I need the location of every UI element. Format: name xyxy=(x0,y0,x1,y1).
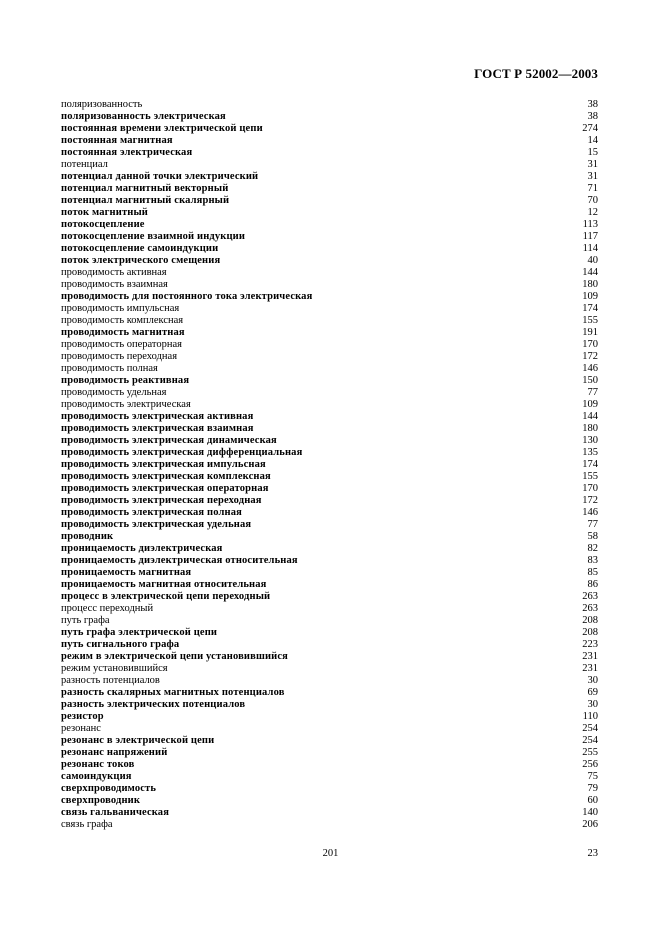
index-term: резонанс напряжений xyxy=(61,747,168,758)
index-entry xyxy=(61,567,598,579)
index-page-ref: 135 xyxy=(582,447,598,458)
index-page-ref: 144 xyxy=(582,411,598,422)
index-entry xyxy=(61,411,598,423)
index-entry xyxy=(61,615,598,627)
index-term: процесс переходный xyxy=(61,603,154,614)
index-term: проводимость электрическая переходная xyxy=(61,495,262,506)
index-term: связь гальваническая xyxy=(61,807,170,818)
index-entry xyxy=(61,687,598,699)
index-entry xyxy=(61,231,598,243)
index-page-ref: 174 xyxy=(582,303,598,314)
index-term: разность потенциалов xyxy=(61,675,160,686)
index-page-ref: 38 xyxy=(587,111,598,122)
index-entry xyxy=(61,507,598,519)
index-page-ref: 231 xyxy=(582,663,598,674)
index-term: режим в электрической цепи установившийся xyxy=(61,651,289,662)
index-entry xyxy=(61,459,598,471)
index-page-ref: 83 xyxy=(587,555,598,566)
index-page-ref: 263 xyxy=(582,591,598,602)
index-term: проницаемость диэлектрическая относительная xyxy=(61,555,298,566)
index-term: постоянная магнитная xyxy=(61,135,173,146)
index-page-ref: 255 xyxy=(582,747,598,758)
index-term: проводимость электрическая удельная xyxy=(61,519,252,530)
index-term: потенциал xyxy=(61,159,108,170)
index-term: проводимость реактивная xyxy=(61,375,190,386)
index-entry xyxy=(61,195,598,207)
index-page-ref: 12 xyxy=(587,207,598,218)
index-entry xyxy=(61,711,598,723)
index-page-ref: 256 xyxy=(582,759,598,770)
index-entry xyxy=(61,807,598,819)
index-term: резонанс xyxy=(61,723,101,734)
index-term: проводимость электрическая импульсная xyxy=(61,459,266,470)
index-entry xyxy=(61,819,598,831)
index-page-ref: 144 xyxy=(582,267,598,278)
index-term: проводимость полная xyxy=(61,363,158,374)
index-term: самоиндукция xyxy=(61,771,132,782)
index-term: проводимость электрическая комплексная xyxy=(61,471,271,482)
index-entry xyxy=(61,423,598,435)
index-term: процесс в электрической цепи переходный xyxy=(61,591,271,602)
index-term: резонанс в электрической цепи xyxy=(61,735,215,746)
index-page-ref: 75 xyxy=(587,771,598,782)
index-page-ref: 155 xyxy=(582,471,598,482)
index-page-ref: 14 xyxy=(587,135,598,146)
index-entry xyxy=(61,531,598,543)
index-page-ref: 208 xyxy=(582,615,598,626)
index-entry xyxy=(61,771,598,783)
index-term: постоянная электрическая xyxy=(61,147,193,158)
page-number: 201 xyxy=(322,848,339,859)
index-term: проводимость электрическая операторная xyxy=(61,483,269,494)
index-page-ref: 206 xyxy=(582,819,598,830)
index-entry xyxy=(61,135,598,147)
index-entry xyxy=(61,435,598,447)
index-page-ref: 110 xyxy=(582,711,598,722)
index-page-ref: 79 xyxy=(587,783,598,794)
index-page-ref: 274 xyxy=(582,123,598,134)
index-page-ref: 172 xyxy=(582,351,598,362)
index-entry xyxy=(61,759,598,771)
index-entry xyxy=(61,519,598,531)
index-term: проводимость активная xyxy=(61,267,167,278)
index-entry xyxy=(61,795,598,807)
index-entry xyxy=(61,291,598,303)
index-entry xyxy=(61,363,598,375)
index-term: проводимость удельная xyxy=(61,387,167,398)
index-page-ref: 174 xyxy=(582,459,598,470)
index-entry xyxy=(61,627,598,639)
index-page-ref: 180 xyxy=(582,423,598,434)
index-page-ref: 223 xyxy=(582,639,598,650)
index-term: проводимость импульсная xyxy=(61,303,180,314)
index-page-ref: 114 xyxy=(582,243,598,254)
index-page-ref: 263 xyxy=(582,603,598,614)
index-term: проводимость электрическая взаимная xyxy=(61,423,254,434)
index-term: проводник xyxy=(61,531,114,542)
index-page-ref: 30 xyxy=(587,675,598,686)
index-entry xyxy=(61,375,598,387)
index-entry xyxy=(61,123,598,135)
index-page-ref: 191 xyxy=(582,327,598,338)
index-page-ref: 40 xyxy=(587,255,598,266)
index-page-ref: 172 xyxy=(582,495,598,506)
index-term: разность электрических потенциалов xyxy=(61,699,246,710)
index-page-ref: 70 xyxy=(587,195,598,206)
index-term: проводимость для постоянного тока электрическая xyxy=(61,291,313,302)
index-page-ref: 82 xyxy=(587,543,598,554)
index-page-ref: 180 xyxy=(582,279,598,290)
index-term: потенциал магнитный скалярный xyxy=(61,195,230,206)
index-entry xyxy=(61,339,598,351)
index-term: поток электрического смещения xyxy=(61,255,221,266)
index-page-ref: 30 xyxy=(587,699,598,710)
index-entry xyxy=(61,303,598,315)
index-entry xyxy=(61,543,598,555)
index-term: проводимость электрическая дифференциальная xyxy=(61,447,303,458)
index-term: путь графа электрической цепи xyxy=(61,627,218,638)
index-entry xyxy=(61,183,598,195)
index-page-ref: 109 xyxy=(582,399,598,410)
index-entry xyxy=(61,279,598,291)
index-entry xyxy=(61,255,598,267)
index-term: проводимость комплексная xyxy=(61,315,184,326)
index-page-ref: 146 xyxy=(582,507,598,518)
index-page-ref: 58 xyxy=(587,531,598,542)
index-term: проводимость взаимная xyxy=(61,279,168,290)
index-term: путь сигнального графа xyxy=(61,639,180,650)
index-page-ref: 69 xyxy=(587,687,598,698)
index-page-ref: 170 xyxy=(582,483,598,494)
index-page-ref: 31 xyxy=(587,159,598,170)
index-page-ref: 146 xyxy=(582,363,598,374)
index-term: проводимость электрическая xyxy=(61,399,191,410)
index-term: потокосцепление взаимной индукции xyxy=(61,231,246,242)
index-entry xyxy=(61,699,598,711)
index-term: проводимость электрическая динамическая xyxy=(61,435,277,446)
index-entry xyxy=(61,591,598,603)
index-page-ref: 231 xyxy=(582,651,598,662)
index-page-ref: 117 xyxy=(582,231,598,242)
index-term: поляризованность электрическая xyxy=(61,111,226,122)
index-entry xyxy=(61,399,598,411)
index-term: сверхпроводник xyxy=(61,795,141,806)
index-entry xyxy=(61,159,598,171)
index-term: потенциал данной точки электрический xyxy=(61,171,259,182)
index-page-ref: 38 xyxy=(587,99,598,110)
document-header: ГОСТ Р 52002—2003 xyxy=(474,66,598,81)
index-entry xyxy=(61,735,598,747)
index-entry xyxy=(61,327,598,339)
index-page-ref: 155 xyxy=(582,315,598,326)
index-term: резистор xyxy=(61,711,104,722)
index-term: резонанс токов xyxy=(61,759,135,770)
index-term: проницаемость магнитная xyxy=(61,567,192,578)
index-entry xyxy=(61,675,598,687)
index-entry xyxy=(61,171,598,183)
index-entry xyxy=(61,447,598,459)
index-entry xyxy=(61,219,598,231)
index-entry xyxy=(61,555,598,567)
index-term: связь графа xyxy=(61,819,113,830)
index-term: проводимость переходная xyxy=(61,351,178,362)
index-entry xyxy=(61,747,598,759)
index-page-ref: 77 xyxy=(587,519,598,530)
index-page-ref: 130 xyxy=(582,435,598,446)
index-term: потокосцепление самоиндукции xyxy=(61,243,219,254)
sheet-number: 23 xyxy=(587,848,598,859)
index-term: постоянная времени электрической цепи xyxy=(61,123,263,134)
index-term: потенциал магнитный векторный xyxy=(61,183,229,194)
index-term: проницаемость магнитная относительная xyxy=(61,579,267,590)
index-page-ref: 150 xyxy=(582,375,598,386)
index-entry xyxy=(61,651,598,663)
index-entry xyxy=(61,783,598,795)
index-entry xyxy=(61,483,598,495)
index-entry xyxy=(61,243,598,255)
index-entry xyxy=(61,315,598,327)
index-entry xyxy=(61,639,598,651)
index-term: поляризованность xyxy=(61,99,143,110)
index-page-ref: 208 xyxy=(582,627,598,638)
index-page-ref: 15 xyxy=(587,147,598,158)
index-page-ref: 31 xyxy=(587,171,598,182)
index-term: проводимость электрическая полная xyxy=(61,507,242,518)
index-page-ref: 86 xyxy=(587,579,598,590)
index-term: проводимость магнитная xyxy=(61,327,185,338)
index-entry xyxy=(61,579,598,591)
index-entry xyxy=(61,723,598,735)
index-page-ref: 113 xyxy=(582,219,598,230)
index-page-ref: 109 xyxy=(582,291,598,302)
index-page-ref: 85 xyxy=(587,567,598,578)
index-entry xyxy=(61,471,598,483)
index-term: разность скалярных магнитных потенциалов xyxy=(61,687,285,698)
index-page-ref: 254 xyxy=(582,723,598,734)
index-page-ref: 140 xyxy=(582,807,598,818)
index-term: потокосцепление xyxy=(61,219,145,230)
index-entry xyxy=(61,495,598,507)
index-term: путь графа xyxy=(61,615,110,626)
index-term: сверхпроводимость xyxy=(61,783,157,794)
index-page-ref: 60 xyxy=(587,795,598,806)
index-page-ref: 254 xyxy=(582,735,598,746)
index-term: поток магнитный xyxy=(61,207,149,218)
index-page-ref: 77 xyxy=(587,387,598,398)
index-entry xyxy=(61,147,598,159)
index-entry xyxy=(61,267,598,279)
index-term: режим установившийся xyxy=(61,663,168,674)
index-entry xyxy=(61,603,598,615)
index-entry xyxy=(61,111,598,123)
index-term: проводимость операторная xyxy=(61,339,182,350)
index-term: проницаемость диэлектрическая xyxy=(61,543,223,554)
subject-index-list xyxy=(61,99,598,831)
index-page-ref: 170 xyxy=(582,339,598,350)
index-entry xyxy=(61,387,598,399)
index-entry xyxy=(61,99,598,111)
index-entry xyxy=(61,663,598,675)
index-page-ref: 71 xyxy=(587,183,598,194)
index-term: проводимость электрическая активная xyxy=(61,411,254,422)
index-entry xyxy=(61,207,598,219)
index-entry xyxy=(61,351,598,363)
